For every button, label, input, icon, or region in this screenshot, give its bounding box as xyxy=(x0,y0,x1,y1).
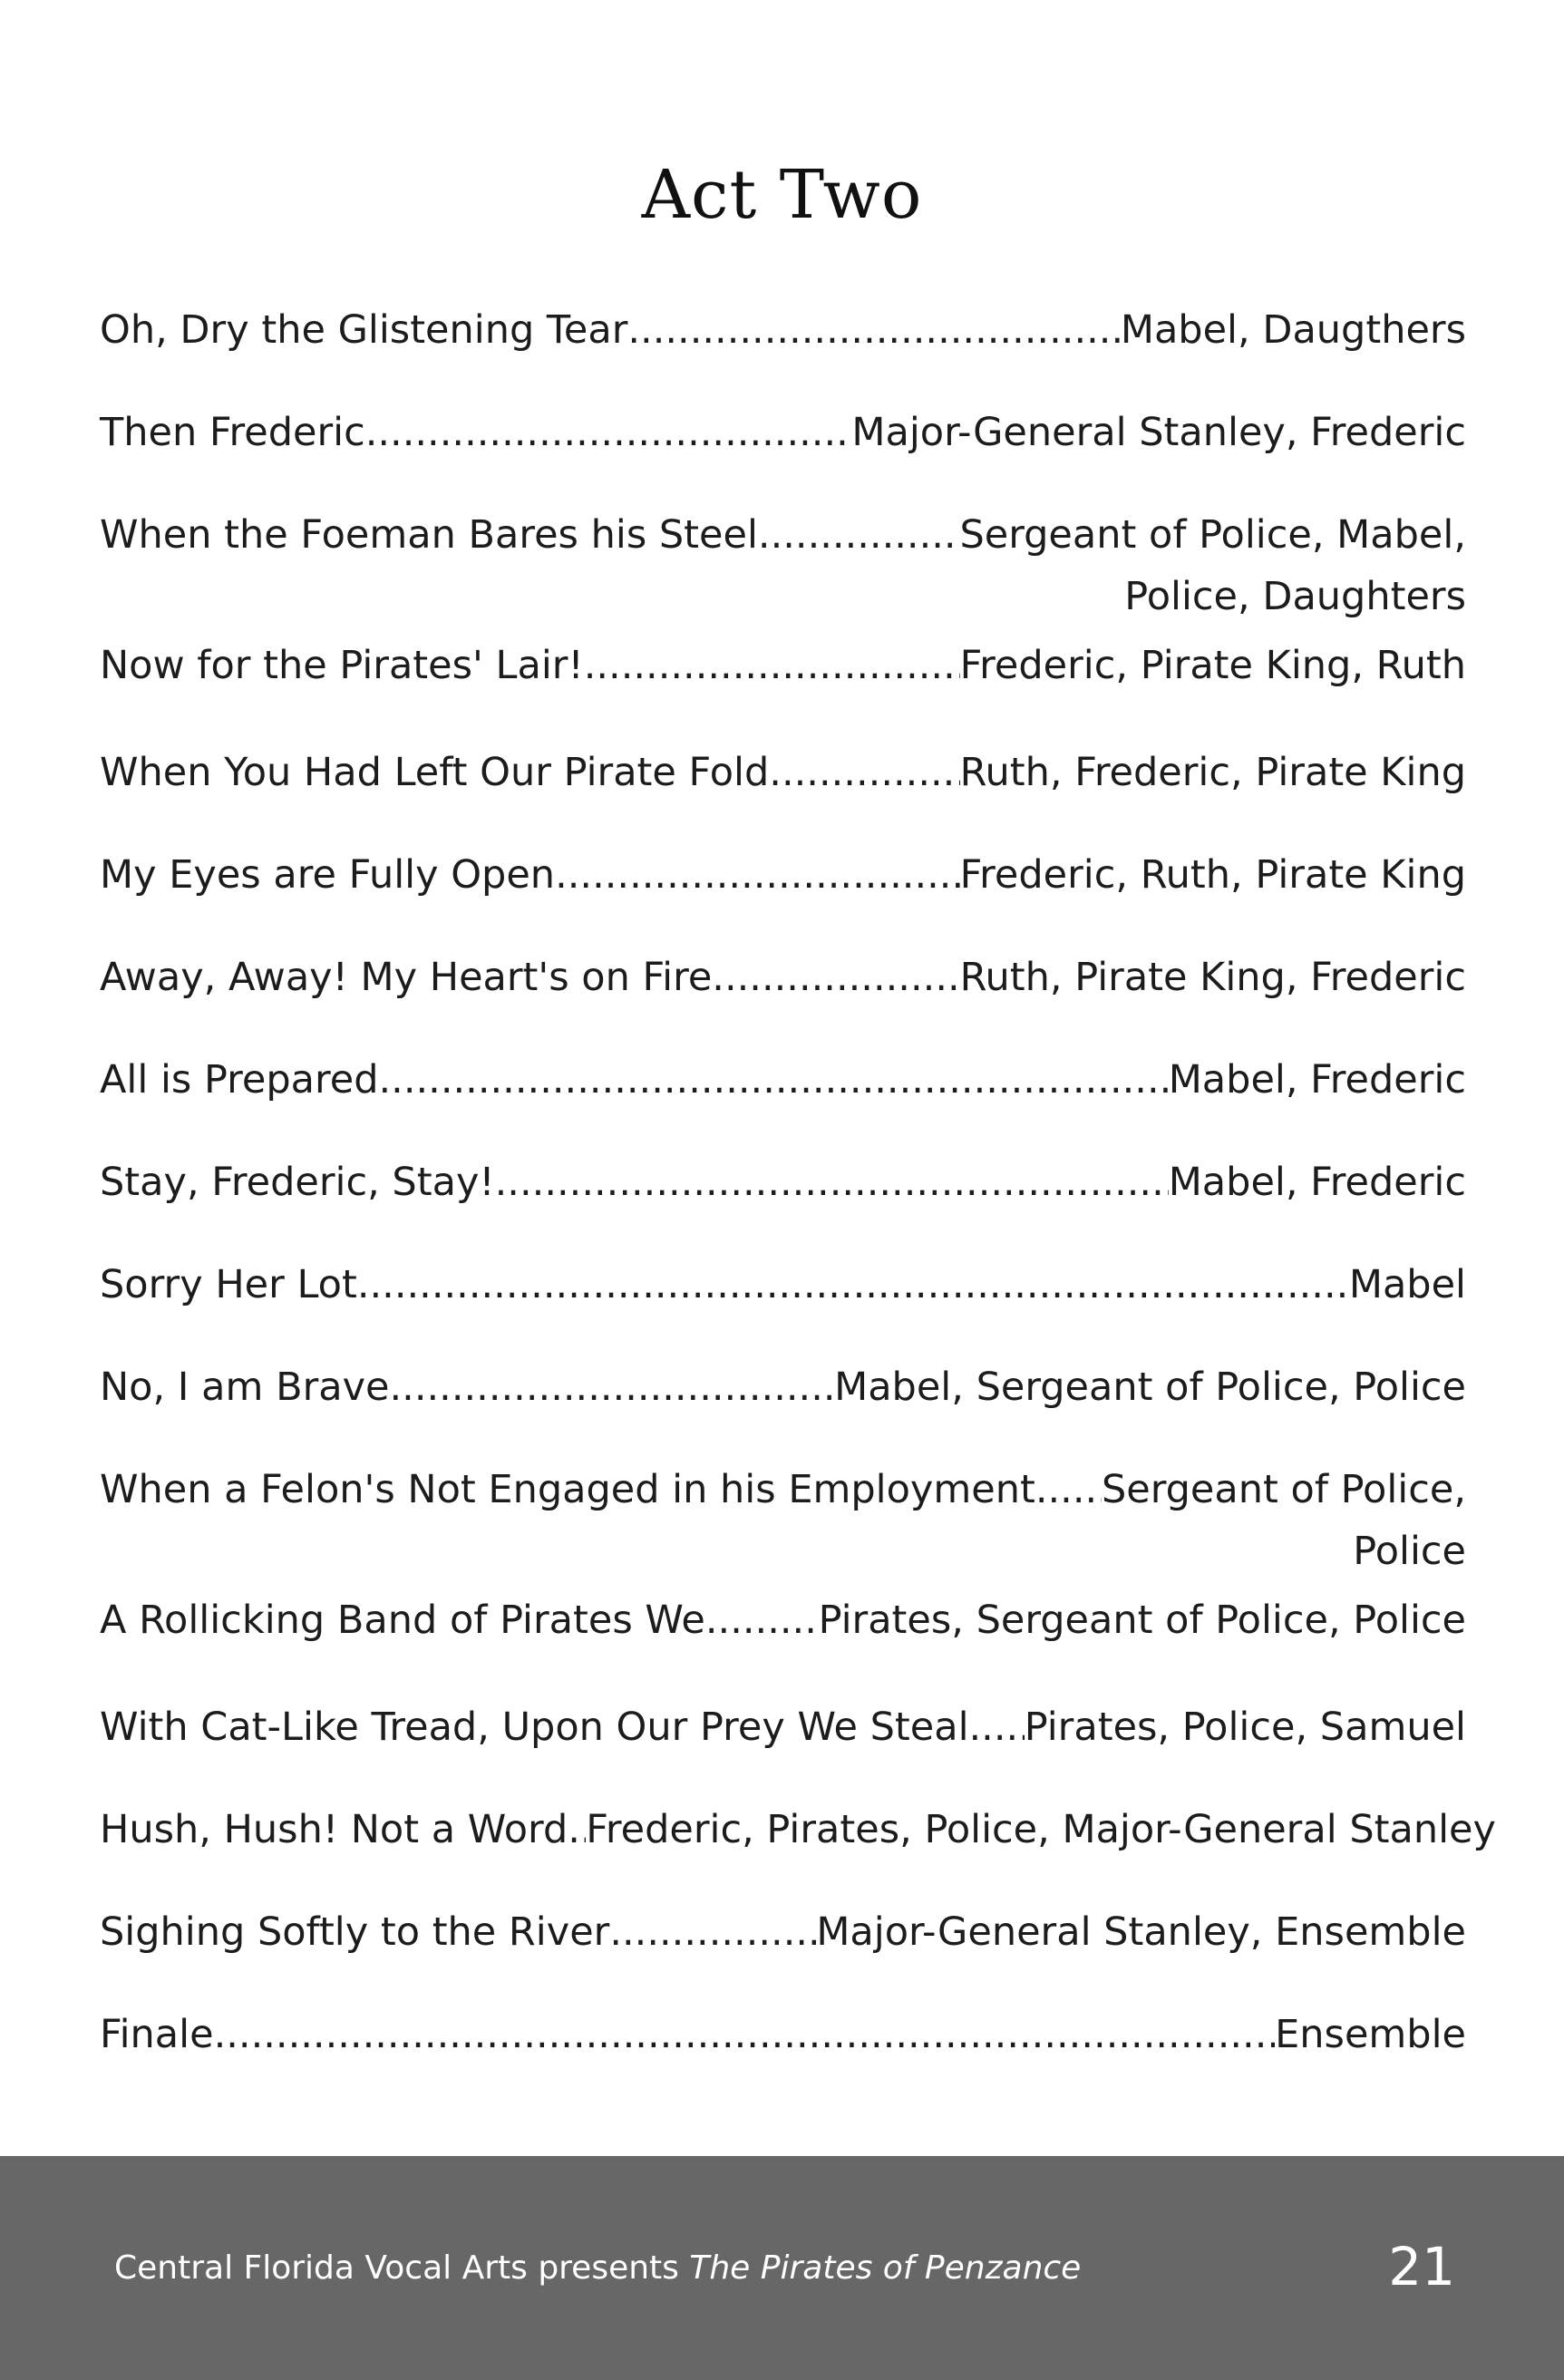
program-entry xyxy=(100,1589,1466,1651)
program-entry xyxy=(100,504,1466,627)
dot-leader xyxy=(627,299,1120,361)
program-entry-line xyxy=(100,947,1466,1008)
dot-leader xyxy=(769,742,959,803)
dot-leader xyxy=(584,635,960,696)
program-entry xyxy=(100,402,1466,463)
performers: Sergeant of Police, xyxy=(1101,1467,1466,1512)
song-title: Sighing Softly to the River xyxy=(100,1909,610,1955)
program-entry xyxy=(100,1799,1496,1860)
program-entry-line xyxy=(100,635,1466,696)
song-title: Hush, Hush! Not a Word xyxy=(100,1807,568,1852)
performers: Frederic, Pirates, Police, Major-General Stanley xyxy=(586,1807,1496,1852)
program-entry xyxy=(100,2004,1466,2065)
footer-credit xyxy=(114,2243,1081,2294)
program-entry xyxy=(100,1151,1466,1213)
program-entry-line xyxy=(100,504,1466,566)
dot-leader xyxy=(214,2004,1276,2065)
song-title: A Rollicking Band of Pirates We xyxy=(100,1598,705,1643)
program-entry xyxy=(100,635,1466,696)
performers: Mabel, Daugthers xyxy=(1120,307,1466,353)
performers: Mabel, Frederic xyxy=(1168,1057,1466,1103)
song-title: Away, Away! My Heart's on Fire xyxy=(100,955,713,1000)
performers-continuation: Police, Daughters xyxy=(1124,574,1466,619)
footer-credit-prefix: Central Florida Vocal Arts presents xyxy=(114,2249,690,2287)
performers: Mabel, Sergeant of Police, Police xyxy=(834,1365,1466,1410)
dot-leader xyxy=(969,1696,1025,1758)
page-title: Act Two xyxy=(641,156,923,234)
dot-leader xyxy=(705,1589,819,1651)
performers: Pirates, Sergeant of Police, Police xyxy=(818,1598,1466,1643)
page-footer xyxy=(0,2156,1564,2380)
dot-leader xyxy=(568,1799,586,1860)
program-entry-line xyxy=(100,299,1466,361)
program-entry xyxy=(100,742,1466,803)
song-title: Now for the Pirates' Lair! xyxy=(100,643,584,688)
dot-leader xyxy=(609,1901,816,1963)
dot-leader xyxy=(495,1151,1169,1213)
performers: Ruth, Frederic, Pirate King xyxy=(959,750,1466,795)
program-entry xyxy=(100,1459,1466,1582)
program-entry xyxy=(100,947,1466,1008)
performers: Frederic, Ruth, Pirate King xyxy=(959,852,1466,898)
song-title: Sorry Her Lot xyxy=(100,1262,357,1307)
song-title: When You Had Left Our Pirate Fold xyxy=(100,750,770,795)
program-entry-line xyxy=(100,1901,1466,1963)
dot-leader xyxy=(357,1254,1349,1316)
song-title: Then Frederic xyxy=(100,410,365,455)
program-entry xyxy=(100,1049,1466,1111)
performers: Major-General Stanley, Frederic xyxy=(851,410,1466,455)
dot-leader xyxy=(365,402,852,463)
program-entry-line xyxy=(100,742,1466,803)
program-entry-line xyxy=(100,1799,1496,1860)
song-title: My Eyes are Fully Open xyxy=(100,852,556,898)
program-entry xyxy=(100,1254,1466,1316)
program-entry-line xyxy=(100,1589,1466,1651)
song-title: All is Prepared xyxy=(100,1057,379,1103)
performers: Mabel xyxy=(1348,1262,1466,1307)
dot-leader xyxy=(555,844,960,906)
program-entry-line xyxy=(100,1254,1466,1316)
dot-leader xyxy=(712,947,959,1008)
program-entry-line xyxy=(100,1356,1466,1418)
song-title: When the Foeman Bares his Steel xyxy=(100,512,758,558)
page-number: 21 xyxy=(1388,2236,1455,2297)
song-title: When a Felon's Not Engaged in his Employment xyxy=(100,1467,1035,1512)
dot-leader xyxy=(1035,1459,1102,1520)
performers-continuation: Police xyxy=(1353,1529,1466,1574)
performers: Ensemble xyxy=(1275,2012,1466,2057)
program-entry-line xyxy=(100,1696,1466,1758)
song-title: No, I am Brave xyxy=(100,1365,390,1410)
program-entry-line xyxy=(100,402,1466,463)
song-title: Stay, Frederic, Stay! xyxy=(100,1160,495,1205)
performers: Pirates, Police, Samuel xyxy=(1024,1705,1466,1750)
program-entry-line xyxy=(100,2004,1466,2065)
dot-leader xyxy=(758,504,960,566)
program-entry xyxy=(100,844,1466,906)
program-entry-line xyxy=(100,844,1466,906)
performers: Sergeant of Police, Mabel, xyxy=(959,512,1466,558)
song-title: Oh, Dry the Glistening Tear xyxy=(100,307,628,353)
footer-show-title: The Pirates of Penzance xyxy=(689,2249,1082,2287)
program-entry-line xyxy=(100,1459,1466,1520)
song-title: With Cat-Like Tread, Upon Our Prey We Steal xyxy=(100,1705,969,1750)
program-entry-line xyxy=(100,1049,1466,1111)
performers: Frederic, Pirate King, Ruth xyxy=(959,643,1466,688)
performers: Mabel, Frederic xyxy=(1168,1160,1466,1205)
performers: Major-General Stanley, Ensemble xyxy=(816,1909,1466,1955)
program-entry xyxy=(100,1901,1466,1963)
performers: Ruth, Pirate King, Frederic xyxy=(959,955,1466,1000)
program-entry xyxy=(100,1356,1466,1418)
program-entry-line xyxy=(100,1151,1466,1213)
program-entry xyxy=(100,1696,1466,1758)
dot-leader xyxy=(379,1049,1169,1111)
dot-leader xyxy=(390,1356,835,1418)
song-title: Finale xyxy=(100,2012,214,2057)
program-entry xyxy=(100,299,1466,361)
